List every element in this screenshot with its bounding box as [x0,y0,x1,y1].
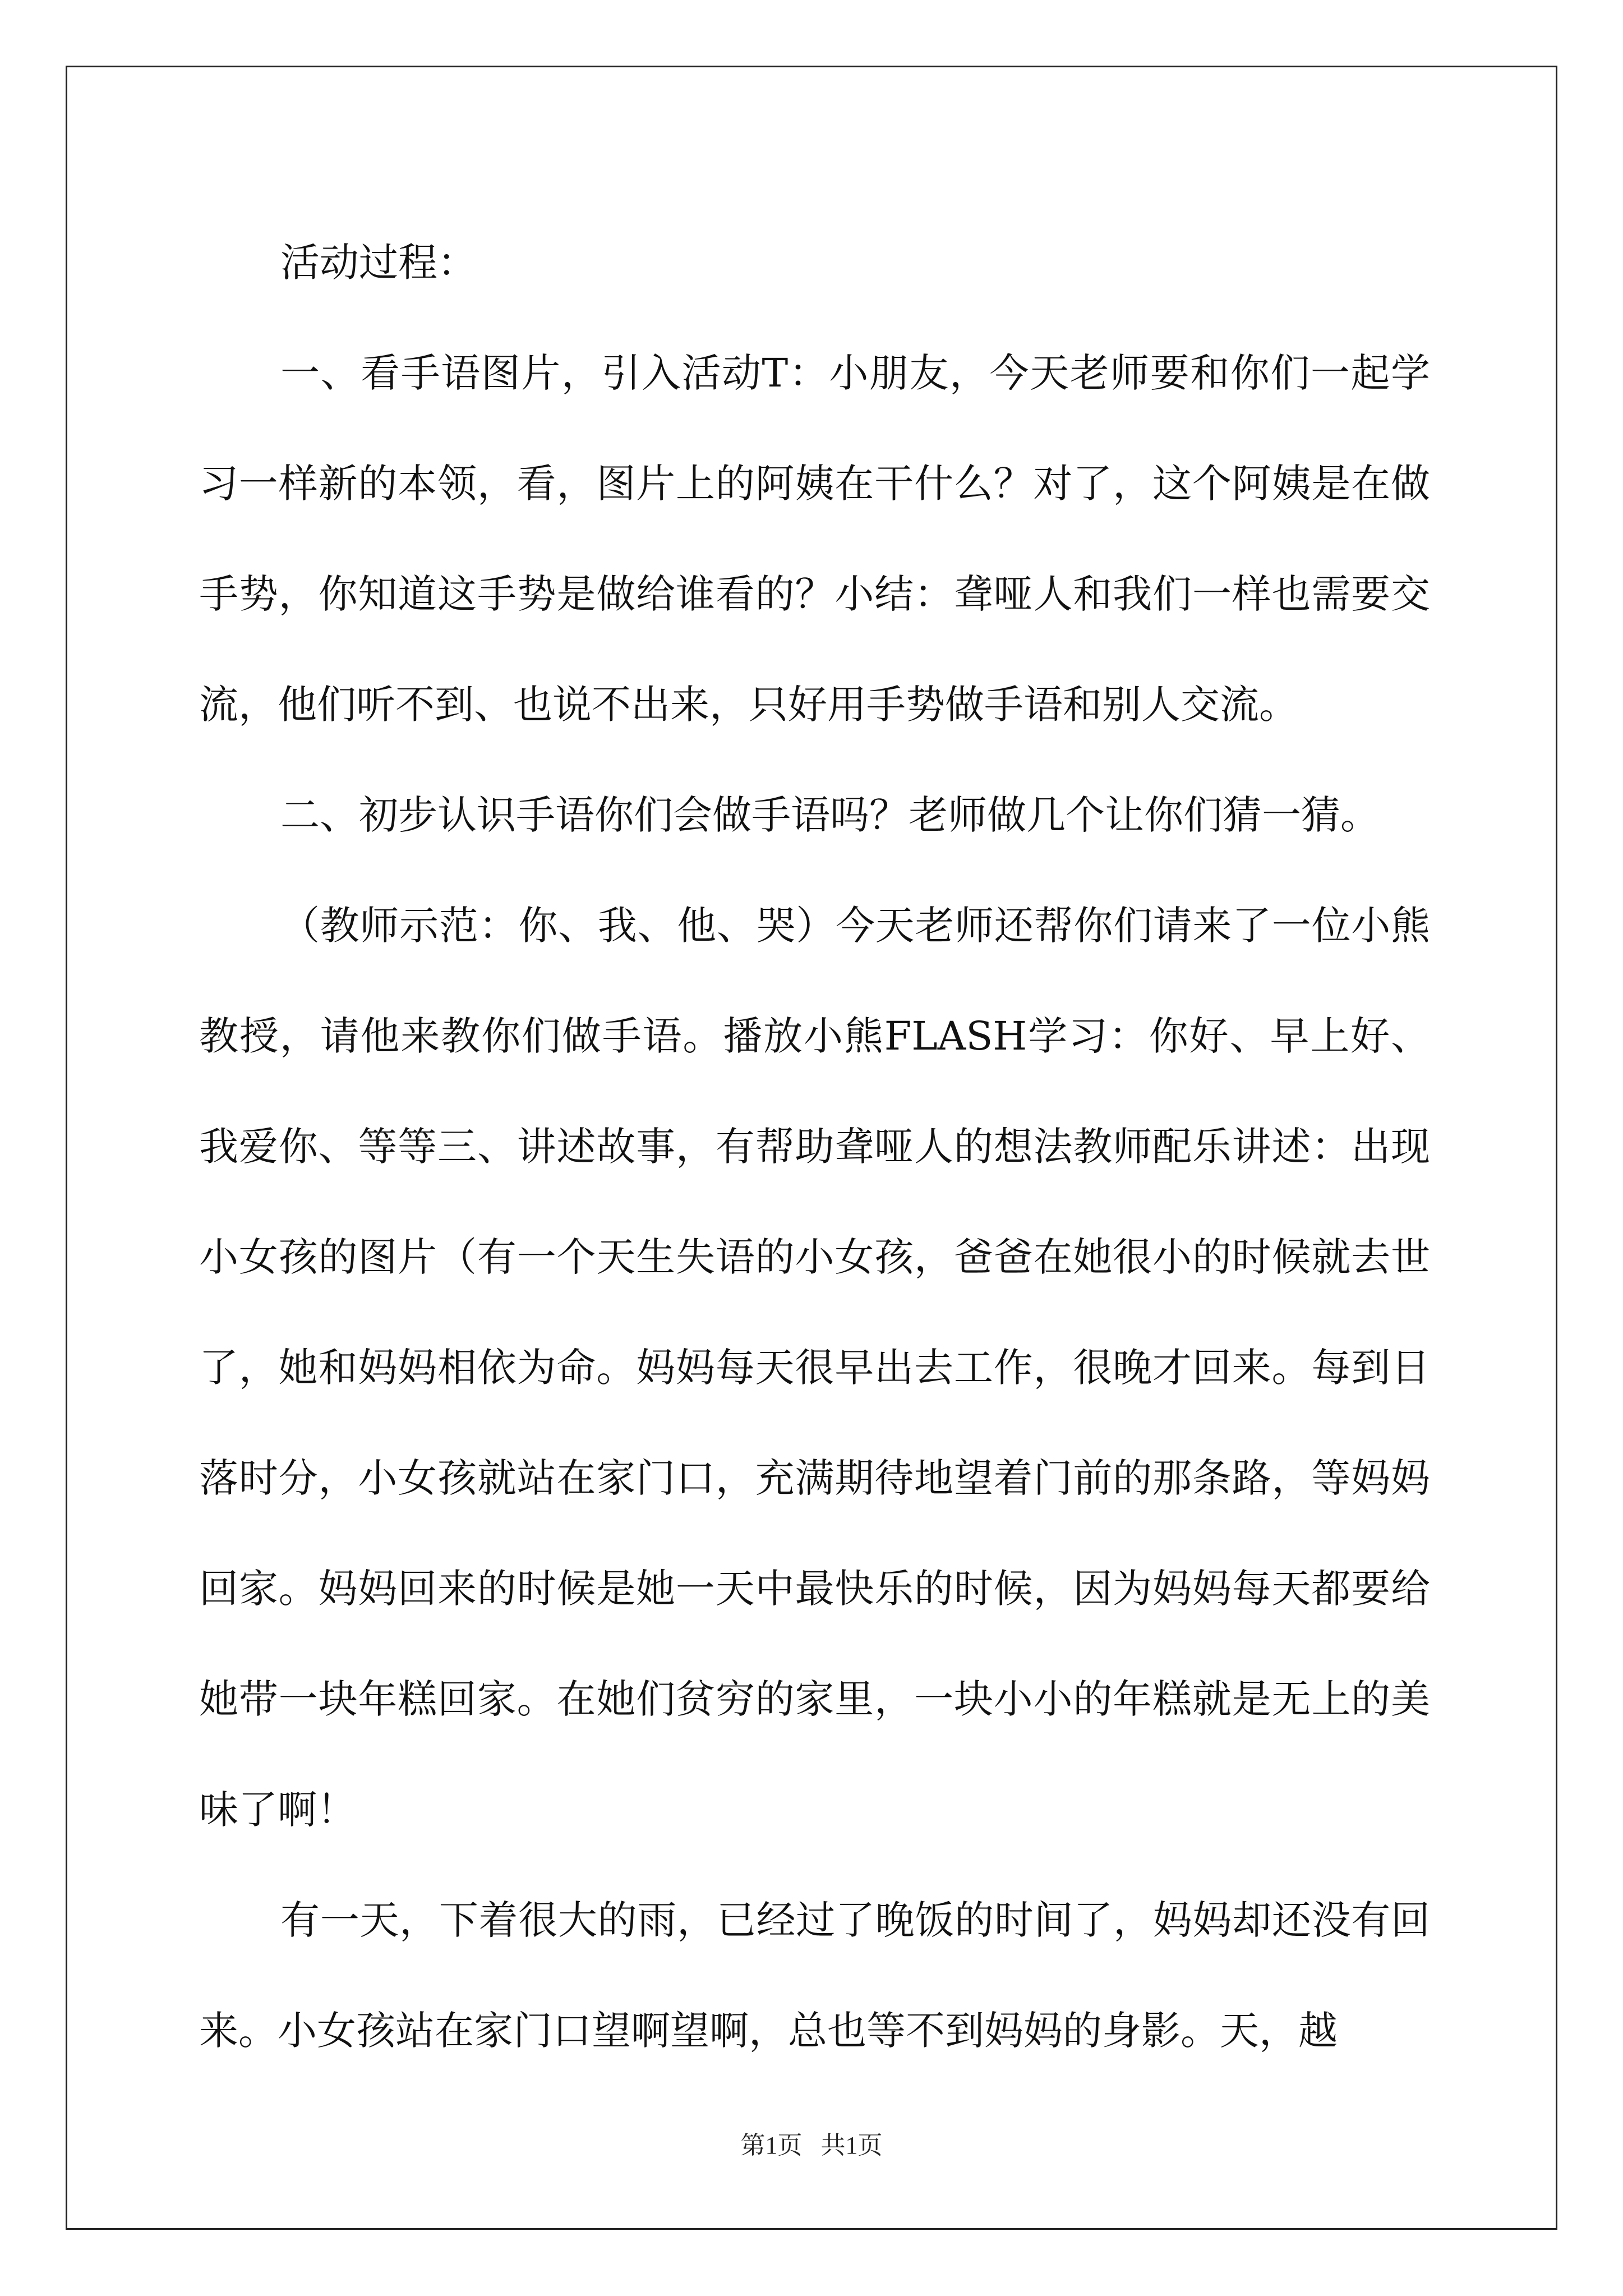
paragraph-1: 活动过程： [280,240,477,286]
page-footer: 第1页 共1页 [740,2132,883,2159]
paragraph-5: 有一天，下着很大的雨，已经过了晚饭的时间了，妈妈却还没有回来。小女孩站在家门口望啊望啊，总也等不到妈妈的身影。天，越 [199,1897,1430,2054]
paragraph-2: 一、看手语图片，引入活动T：小朋友，今天老师要和你们一起学习一样新的本领，看，图片上的阿姨在干什么？对了，这个阿姨是在做手势，你知道这手势是做给谁看的？小结：聋哑人和我们一样也需要交流，他们听不到、也说不出来，只好用手势做手语和别人交流。 [199,350,1430,728]
paragraph-3: 二、初步认识手语你们会做手语吗？老师做几个让你们猜一猜。 [280,792,1380,838]
document-body [199,208,1430,2081]
paragraph-4: （教师示范：你、我、他、哭）今天老师还帮你们请来了一位小熊教授，请他来教你们做手语。播放小熊FLASH学习：你好、早上好、我爱你、等等三、讲述故事，有帮助聋哑人的想法教师配乐讲述：出现小女孩的图片（有一个天生失语的小女孩，爸爸在她很小的时候就去世了，她和妈妈相依为命。妈妈每天很早出去工作，很晚才回来。每到日落时分，小女孩就站在家门口，充满期待地望着门前的那条路，等妈妈回家。妈妈回来的时候是她一天中最快乐的时候，因为妈妈每天都要给她带一块年糕回家。在她们贫穷的家里，一块小小的年糕就是无上的美味了啊！ [199,903,1430,1833]
